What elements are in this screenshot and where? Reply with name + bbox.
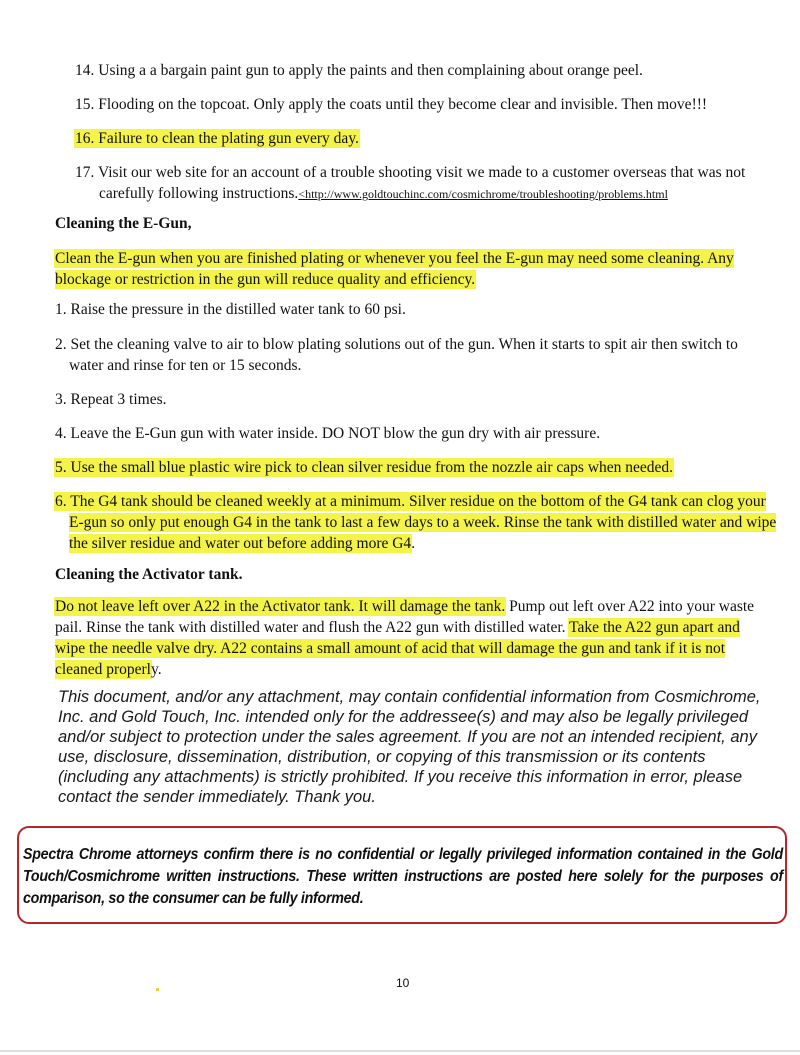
activator-end: y. [150, 661, 162, 678]
highlight: 6. The G4 tank should be cleaned weekly at a minimum. Silver residue on the bottom of the G4 tank can clog your E-gun so only put enough G4 in the tank to last a few days to a week. Rinse the tank with distilled water and wipe the silver residue and water out before adding more G4 [55, 493, 777, 552]
yellow-dot [156, 988, 159, 991]
list-item-15: 15. Flooding on the topcoat. Only apply the coats until they become clear and invisible. Then move!!! [75, 96, 708, 113]
activator-heading: Cleaning the Activator tank. [55, 566, 243, 583]
egun-heading: Cleaning the E-Gun, [55, 215, 192, 232]
egun-step-6 [55, 491, 779, 554]
egun-step-1: 1. Raise the pressure in the distilled water tank to 60 psi. [55, 301, 406, 318]
egun-step-5 [55, 457, 775, 478]
egun-step-4: 4. Leave the E-Gun gun with water inside. DO NOT blow the gun dry with air pressure. [55, 425, 601, 442]
highlight: Take the A22 gun apart and wipe the needle valve dry. A22 contains a small amount of acid that will damage the gun and tank if it is not cleaned properl [55, 619, 740, 678]
list-item-14: 14. Using a a bargain paint gun to apply the paints and then complaining about orange peel. [75, 62, 643, 79]
list-item-17-text: carefully following instructions. [99, 185, 299, 202]
step-6-end: . [411, 535, 416, 552]
activator-paragraph [55, 596, 760, 680]
highlight: 16. Failure to clean the plating gun every day. [75, 130, 359, 147]
attorney-notice-box [17, 826, 787, 924]
list-item-17 [75, 162, 795, 205]
highlight: Do not leave left over A22 in the Activator tank. It will damage the tank. [55, 598, 506, 615]
activator-plain: Pump out left over A22 into your waste pail. Rinse the tank with distilled water and flush the A22 gun with distilled water. [55, 598, 755, 636]
troubleshooting-link[interactable]: <http://www.goldtouchinc.com/cosmichrome/troubleshooting/problems.html [298, 187, 668, 201]
egun-intro [55, 248, 755, 290]
bottom-edge [0, 1050, 800, 1052]
list-item-16 [75, 128, 775, 149]
list-item-17-line1: 17. Visit our web site for an account of a trouble shooting visit we made to a customer overseas that was not [75, 164, 746, 181]
page-number: 10 [396, 976, 410, 990]
list-item-17-line2 [75, 183, 795, 205]
highlight: Clean the E-gun when you are finished plating or whenever you feel the E-gun may need some cleaning. Any blockage or restriction in the gun will reduce quality and efficiency. [55, 250, 734, 288]
egun-step-3: 3. Repeat 3 times. [55, 391, 167, 408]
attorney-notice-text: Spectra Chrome attorneys confirm there is no confidential or legally privileged information contained in the Gold Touch/Cosmichrome written instructions. These written instructions are posted here solely for the purposes of comparison, so the consumer can be fully informed. [23, 846, 783, 907]
egun-step-2: 2. Set the cleaning valve to air to blow plating solutions out of the gun. When it starts to spit air then switch to water and rinse for ten or 15 seconds. [55, 336, 738, 374]
confidentiality-notice: This document, and/or any attachment, may contain confidential information from Cosmichrome, Inc. and Gold Touch, Inc. intended only for the addressee(s) and may also be legally privileged and/or subject to protection under the sales agreement. If you are not an intended recipient, any use, disclosure, dissemination, distribution, or copying of this transmission or its contents (including any attachments) is strictly prohibited. If you receive this information in error, please contact the sender immediately. Thank you. [58, 688, 761, 806]
highlight: 5. Use the small blue plastic wire pick to clean silver residue from the nozzle air caps when needed. [55, 459, 674, 476]
